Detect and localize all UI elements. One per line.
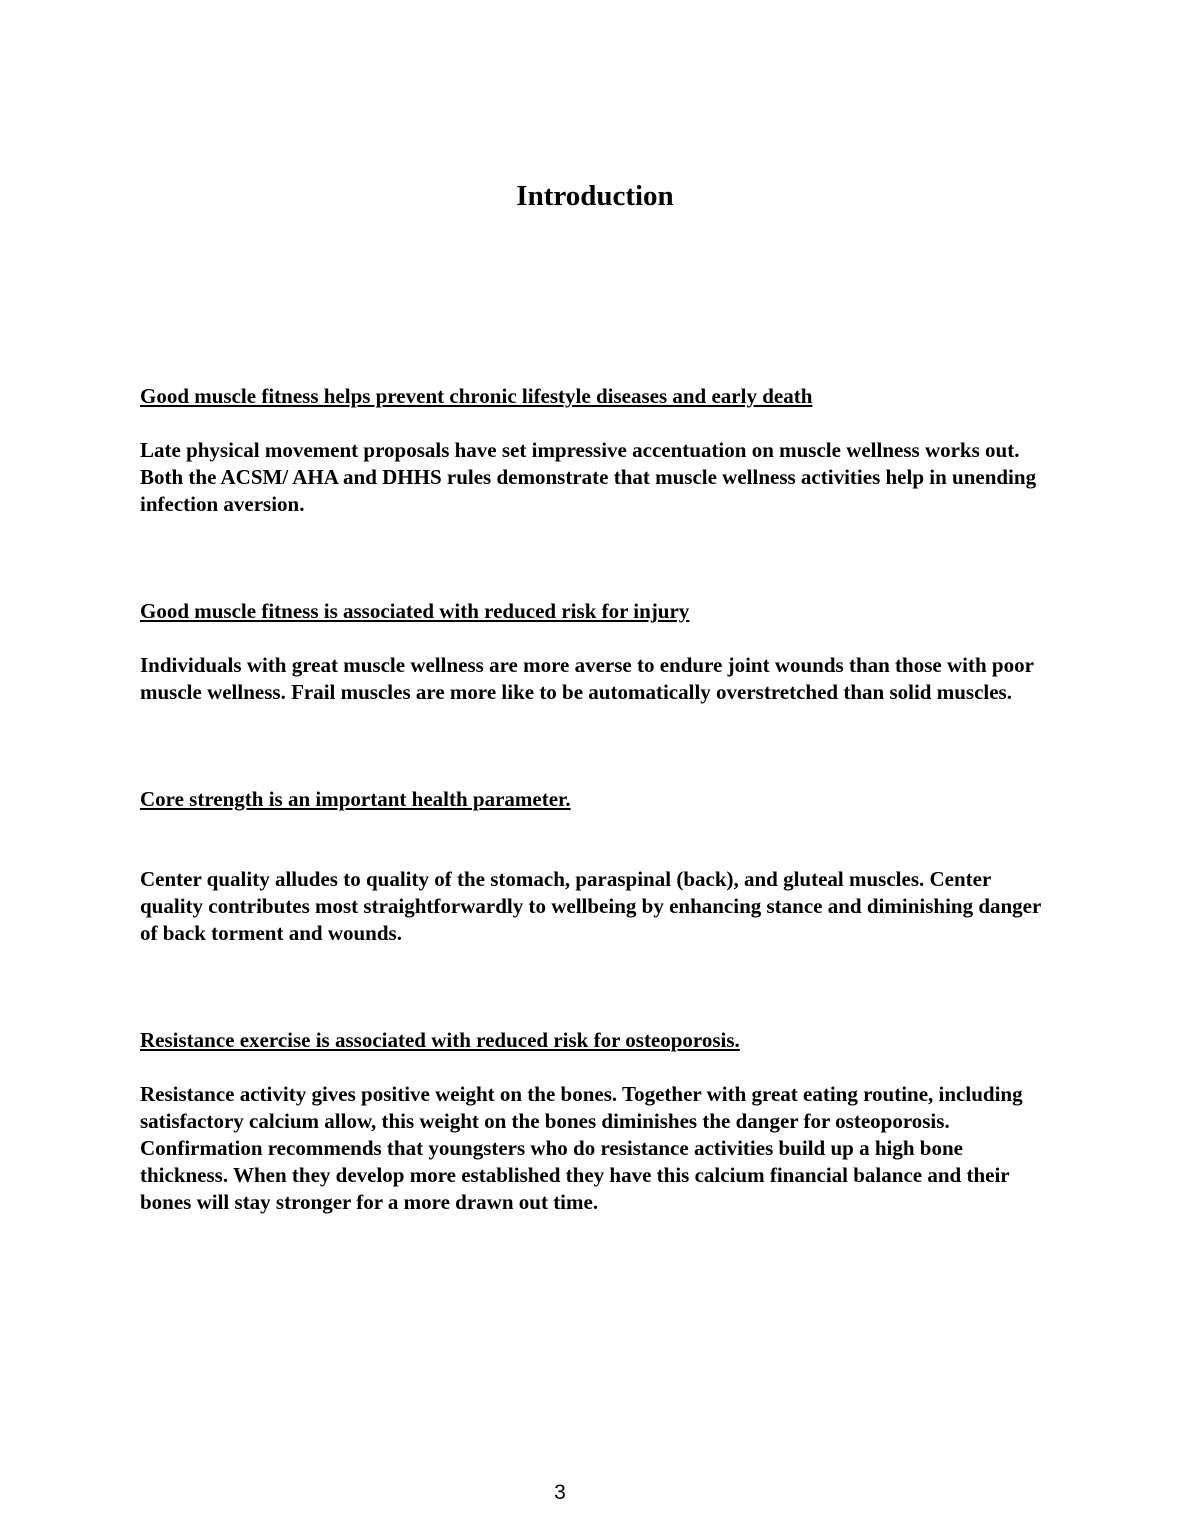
page-number: 3 xyxy=(554,1481,566,1504)
section-heading-osteoporosis: Resistance exercise is associated with reduced risk for osteoporosis. xyxy=(140,1028,740,1052)
page-title: Introduction xyxy=(516,180,674,212)
section-body-muscle-fitness-chronic-disease: Late physical movement proposals have set impressive accentuation on muscle wellness works out. Both the ACSM/ AHA and DHHS rules demonstrate that muscle wellness activities help in unending infection aversion. xyxy=(140,438,1037,516)
section-heading-muscle-fitness-chronic-disease: Good muscle fitness helps prevent chronic lifestyle diseases and early death xyxy=(140,384,813,408)
section-heading-core-strength: Core strength is an important health parameter. xyxy=(140,787,571,811)
section-body-osteoporosis: Resistance activity gives positive weight on the bones. Together with great eating routine, including satisfactory calcium allow, this weight on the bones diminishes the danger for osteoporosis. Confirmation recommends that youngsters who do resistance activities build up a high bone thickness. When they develop more established they have this calcium financial balance and their bones will stay stronger for a more drawn out time. xyxy=(140,1082,1023,1214)
section-body-injury-risk: Individuals with great muscle wellness are more averse to endure joint wounds than those with poor muscle wellness. Frail muscles are more like to be automatically overstretched than solid muscles. xyxy=(140,653,1034,704)
section-heading-injury-risk: Good muscle fitness is associated with reduced risk for injury xyxy=(140,599,690,623)
section-body-core-strength: Center quality alludes to quality of the stomach, paraspinal (back), and gluteal muscles. Center quality contributes most straightforwardly to wellbeing by enhancing stance and diminishing danger of back torment and wounds. xyxy=(140,867,1041,945)
